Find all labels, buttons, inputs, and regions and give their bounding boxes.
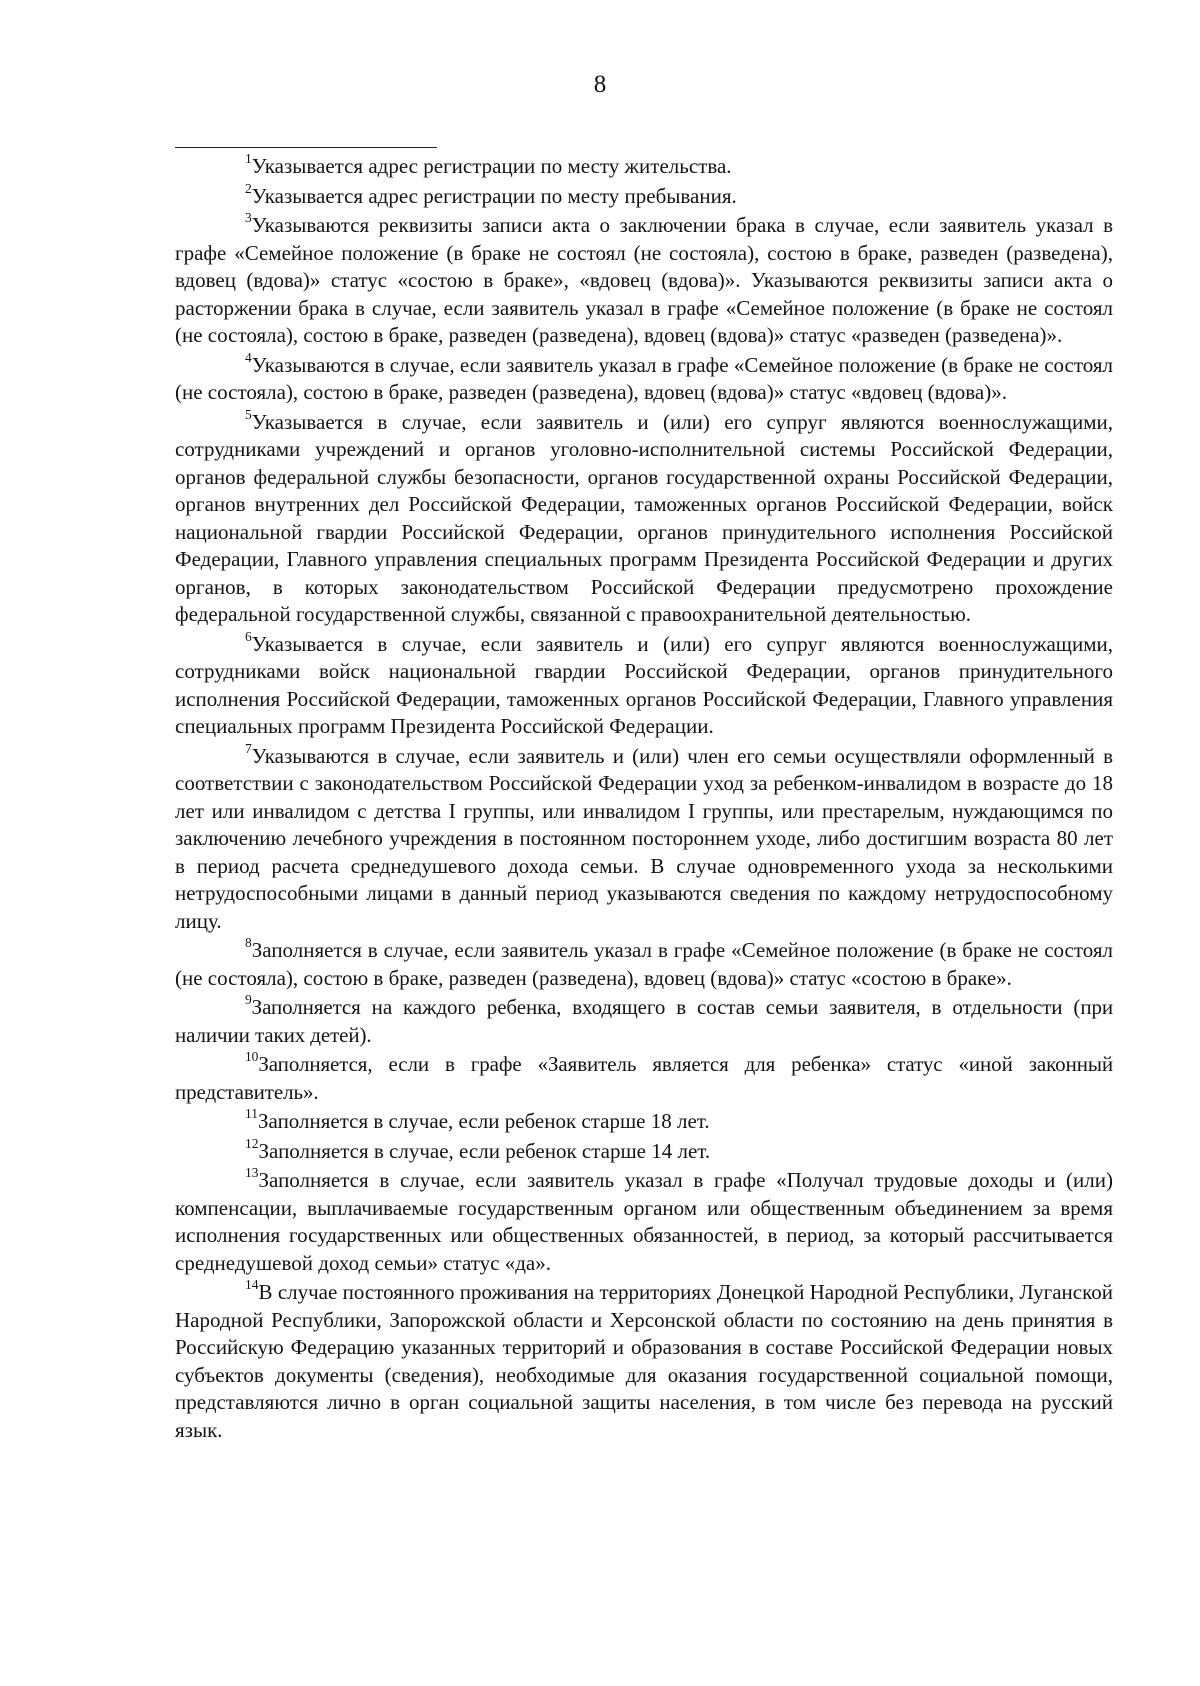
footnote-14	[175, 1279, 1113, 1444]
footnote-text: Указывается в случае, если заявитель и (или) его супруг являются военнослужащими, сотрудниками войск национальной гвардии Российской Федерации, органов принудительного исполнения Российской Федерации, таможенных органов Российской Федерации, Главного управления специальных программ Президента Российской Федерации.	[175, 631, 1113, 738]
footnote-marker: 13	[245, 1165, 259, 1180]
footnote-text: Указывается адрес регистрации по месту жительства.	[251, 154, 732, 178]
footnote-8	[175, 937, 1113, 992]
footnote-text: Указывается адрес регистрации по месту пребывания.	[251, 183, 737, 208]
footnote-13	[175, 1167, 1113, 1277]
footnote-1	[175, 153, 1113, 181]
footnote-3	[175, 212, 1113, 350]
footnote-separator	[175, 147, 437, 148]
footnote-marker: 2	[245, 180, 252, 196]
footnote-marker: 11	[245, 1106, 258, 1121]
footnote-text: Указываются в случае, если заявитель указал в графе «Семейное положение (в браке не состоял (не состояла), состою в браке, разведен (разведена), вдовец (вдова)» статус «вдовец (вдова)».	[175, 352, 1113, 404]
footnote-marker: 1	[245, 151, 252, 166]
footnote-4	[175, 349, 1113, 407]
footnote-text: В случае постоянного проживания на территориях Донецкой Народной Республики, Луганской Народной Республики, Запорожской области и Херсонской области по состоянию на день принятия в Российскую Федерацию указанных территорий и образования в составе Российской Федерации новых субъектов документы (сведения), необходимые для оказания государственной социальной помощи, представляются лично в орган социальной защиты населения, в том числе без перевода на русский язык.	[175, 1280, 1113, 1442]
footnote-7	[175, 740, 1113, 936]
footnote-text: Указывается в случае, если заявитель и (или) его супруг являются военнослужащими, сотрудниками учреждений и органов уголовно-исполнительной системы Российской Федерации, органов федеральной службы безопасности, органов государственной охраны Российской Федерации, органов внутренних дел Российской Федерации, таможенных органов Российской Федерации, войск национальной гвардии Российской Федерации, органов принудительного исполнения Российской Федерации, Главного управления специальных программ Президента Российской Федерации и других органов, в которых законодательством Российской Федерации предусмотрено прохождение федеральной государственной службы, связанной с правоохранительной деятельностью.	[175, 409, 1113, 626]
footnote-text: Заполняется в случае, если ребенок старше 14 лет.	[258, 1138, 711, 1163]
footnote-9	[175, 994, 1113, 1049]
footnote-text: Указываются реквизиты записи акта о заключении брака в случае, если заявитель указал в графе «Семейное положение (в браке не состоял (не состояла), состою в браке, разведен (разведена), вдовец (вдова)» статус «состою в браке», «вдовец (вдова)». Указываются реквизиты записи акта о расторжении брака в случае, если заявитель указал в графе «Семейное положение (в браке не состоял (не состояла), состою в браке, разведен (разведена), вдовец (вдова)» статус «разведен (разведена)».	[175, 213, 1113, 347]
footnote-marker: 12	[245, 1135, 259, 1151]
footnote-text: Заполняется на каждого ребенка, входящего в состав семьи заявителя, в отдельности (при наличии таких детей).	[175, 995, 1113, 1047]
footnote-marker: 6	[245, 628, 252, 644]
footnote-marker: 10	[245, 1049, 259, 1064]
footnote-11	[175, 1108, 1113, 1136]
footnote-text: Заполняется в случае, если ребенок старше 18 лет.	[258, 1109, 710, 1133]
footnote-marker: 3	[245, 210, 252, 225]
footnote-marker: 5	[245, 406, 252, 422]
footnote-2	[175, 180, 1113, 211]
footnote-text: Заполняется, если в графе «Заявитель является для ребенка» статус «иной законный представитель».	[175, 1052, 1113, 1104]
footnote-marker: 7	[245, 740, 252, 756]
footnote-6	[175, 628, 1113, 741]
footnote-marker: 8	[245, 935, 252, 950]
footnote-12	[175, 1135, 1113, 1166]
footnote-marker: 9	[245, 992, 252, 1007]
footnote-marker: 14	[245, 1277, 259, 1292]
footnote-text: Заполняется в случае, если заявитель указал в графе «Получал трудовые доходы и (или) компенсации, выплачиваемые государственным органом или общественным объединением за время исполнения государственных или общественных обязанностей, в период, за который рассчитывается среднедушевой доход семьи» статус «да».	[175, 1168, 1113, 1275]
page-number: 8	[593, 71, 607, 98]
footnote-10	[175, 1051, 1113, 1106]
footnote-text: Заполняется в случае, если заявитель указал в графе «Семейное положение (в браке не состоял (не состояла), состою в браке, разведен (разведена), вдовец (вдова)» статус «состою в браке».	[175, 938, 1113, 990]
footnote-5	[175, 406, 1113, 629]
footnote-marker: 4	[245, 349, 252, 365]
footnote-text: Указываются в случае, если заявитель и (или) член его семьи осуществляли оформленный в соответствии с законодательством Российской Федерации уход за ребенком-инвалидом в возрасте до 18 лет или инвалидом с детства I группы, или инвалидом I группы, или престарелым, нуждающимся по заключению лечебного учреждения в постоянном постороннем уходе, либо достигшим возраста 80 лет в период расчета среднедушевого дохода семьи. В случае одновременного ухода за несколькими нетрудоспособными лицами в данный период указываются сведения по каждому нетрудоспособному лицу.	[175, 743, 1113, 933]
footnotes-list	[175, 153, 1113, 1446]
